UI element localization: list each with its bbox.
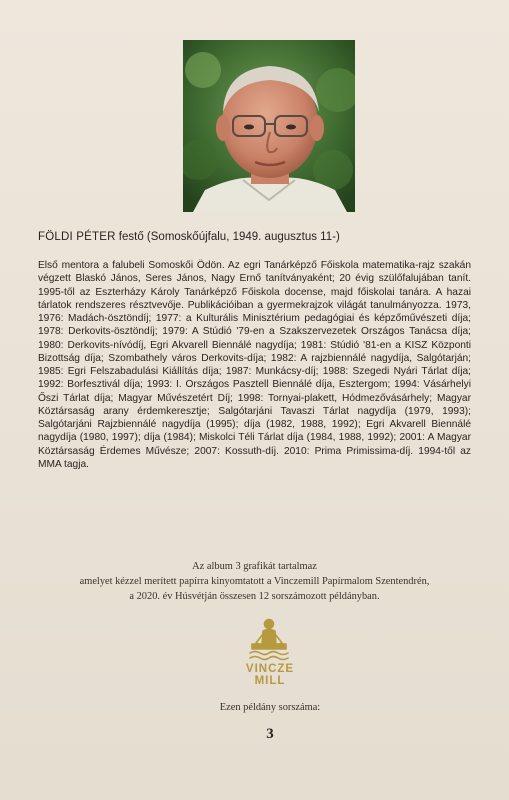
- brand-line-1: VINCZE: [245, 663, 295, 675]
- papermaker-figure-icon: [246, 617, 292, 663]
- portrait-caption: [38, 230, 478, 244]
- artist-biography: Első mentora a falubeli Somoskői Ödön. Az egri Tanárképző Főiskola matematika-rajz szakán végzett Blaskó János, Seres János, Nagy Ernő tanítványaként; 20 évig szülőfalujában tanít. 1995-től az Eszterházy Károly Tanárképző Főiskola docense, majd főiskolai tanára. A hazai tárlatok rendszeres résztvevője. Publikációiban a gyermekrajzok világát tanulmányozza. 1973, 1976: Madách-ösztöndíj; 1977: a Kulturális Minisztérium pedagógiai és képzőművészeti díja; 1978: Derkovits-ösztöndíj; 1979: A Stúdió '79-en a Szakszervezetek Országos Tanácsa díja; 1980: Derkovits-nívódíj, Egri Akvarell Biennálé nagydíja; 1981: Stúdió '81-en a KISZ Központi Bizottság díja; Szombathely város Derkovits-díja; 1982: A rajzbiennálé nagydíja, Salgótarján; 1985: Egri Felszabadulási Kiállítás díja; 1987: Munkácsy-díj; 1988: Szegedi Nyári Tárlat díja; 1992: Borfesztivál díja; 1993: I. Országos Pasztell Biennálé díja, Esztergom; 1994: Vásárhelyi Őszi Tárlat díja; Magyar Művészetért Díj; 1998: Tornyai-plakett, Hódmezővásárhely; Magyar Köztársaság arany érdemkeresztje; Salgótarjáni Tavaszi Tárlat nagydíja (1979, 1993); Salgótarjáni Rajzbiennálé nagydíja (1995); díja (1982, 1988, 1992); Egri Akvarell Biennálé nagydíja (1980, 1997); díja (1984); Miskolci Téli Tárlat díja (1984, 1988, 1992); 2001: A Magyar Köztársaság Érdemes Művésze; 2007: Kossuth-díj. 2010: Prima Primissima-díj. 1994-től az MMA tagja.: [38, 260, 471, 470]
- artist-birth-info: festő (Somoskőújfalu, 1949. augusztus 11-): [115, 231, 340, 243]
- album-colophon: [20, 559, 489, 604]
- colophon-line-3: a 2020. év Húsvétján összesen 12 sorszámozott példányban.: [129, 591, 380, 602]
- artist-portrait-photo: [183, 40, 355, 212]
- portrait-image: [183, 40, 355, 212]
- colophon-line-1: Az album 3 grafikát tartalmaz: [192, 561, 317, 572]
- brand-line-2: MILL: [254, 675, 286, 687]
- colophon-line-2: amelyet kézzel merített papírra kinyomtatott a Vinczemill Papírmalom Szentendrén,: [79, 576, 430, 587]
- artist-name: FÖLDI PÉTER: [38, 231, 116, 243]
- copy-number-label: Ezen példány sorszáma:: [219, 702, 321, 713]
- copy-number: 3: [266, 726, 274, 742]
- vinczemill-logo-text: [200, 663, 340, 687]
